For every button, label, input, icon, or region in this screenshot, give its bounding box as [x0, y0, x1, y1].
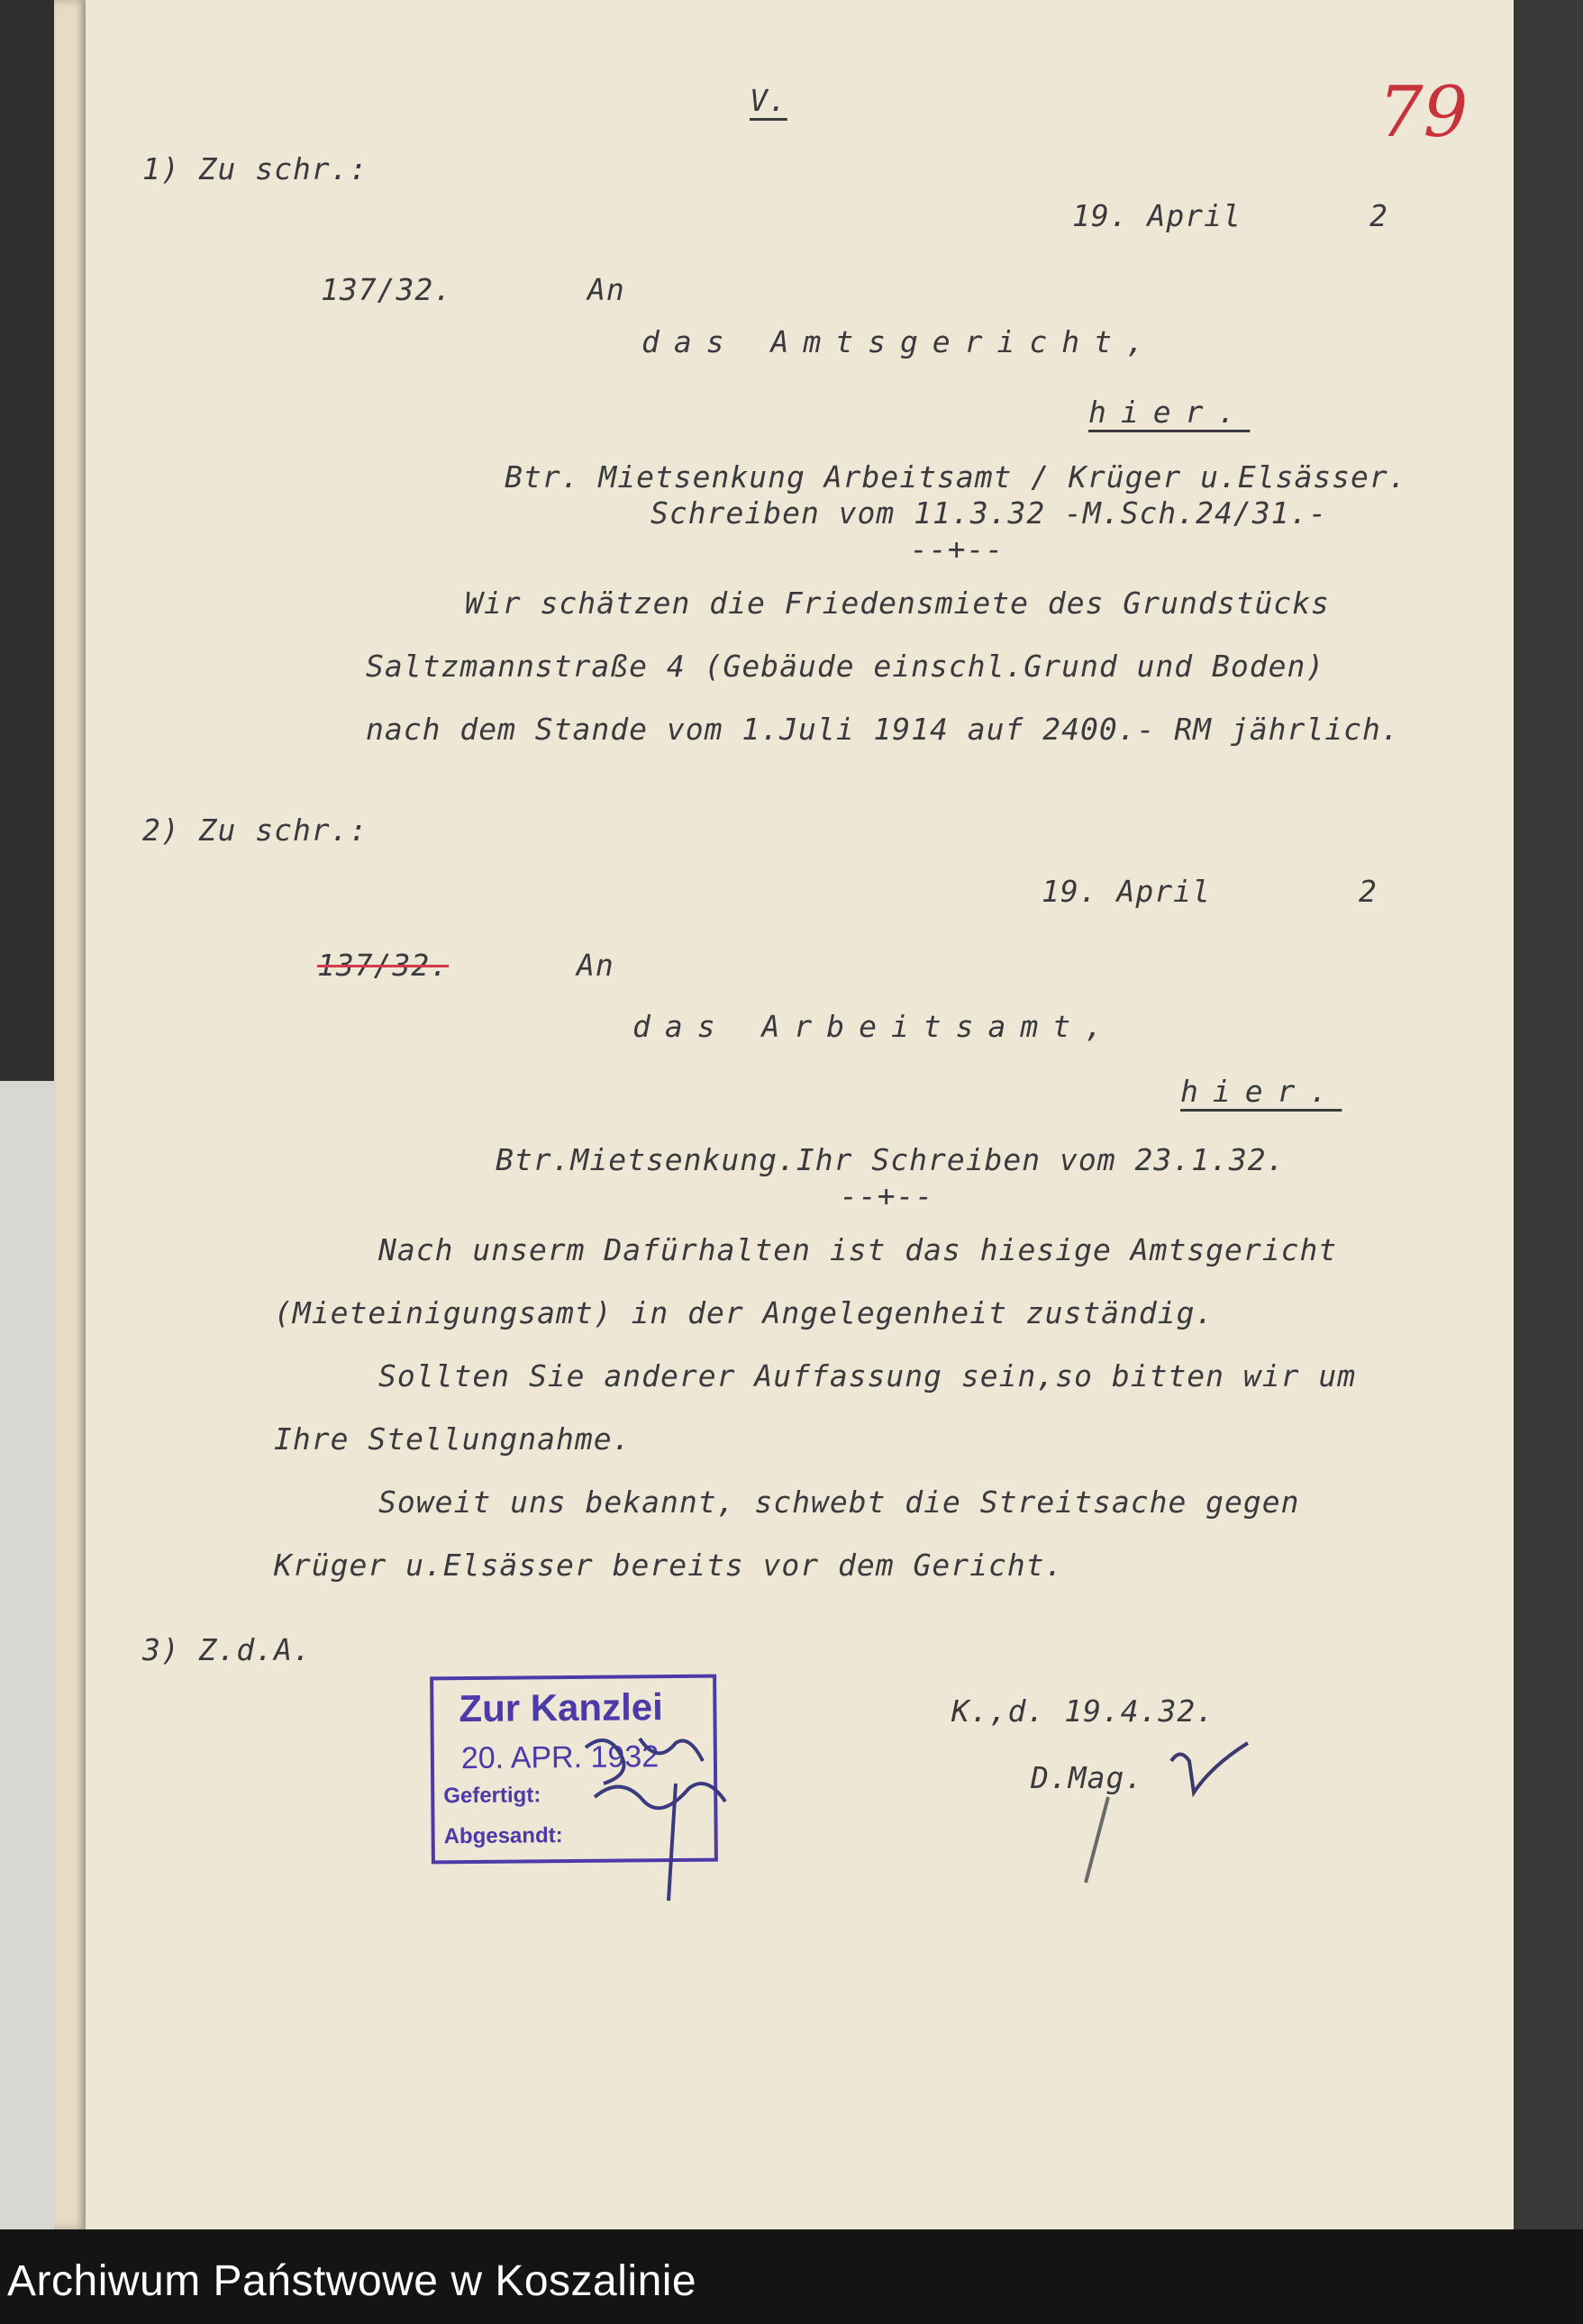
closing-place-date: K.,d. 19.4.32.	[951, 1693, 1215, 1729]
signature-mark	[1162, 1738, 1270, 1802]
item2-body-line4: Ihre Stellungnahme.	[274, 1421, 632, 1457]
item1-date: 19. April	[1072, 198, 1242, 233]
stamp-line1: Zur Kanzlei	[459, 1685, 663, 1730]
item2-label: 2) Zu schr.:	[142, 812, 368, 848]
item3-label: 3) Z.d.A.	[142, 1632, 312, 1667]
item1-body-line3: nach dem Stande vom 1.Juli 1914 auf 2400.- RM jährlich.	[366, 712, 1400, 747]
item2-separator: --+--	[840, 1178, 934, 1213]
item1-separator: --+--	[910, 531, 1005, 567]
item2-body-line3: Sollten Sie anderer Auffassung sein,so bitten wir um	[378, 1358, 1357, 1393]
stamp-abgesandt: Abgesandt:	[443, 1823, 563, 1849]
archive-name: Archiwum Państwowe w Koszalinie	[7, 2257, 697, 2305]
item2-date: 19. April	[1042, 874, 1211, 909]
stamp-date: 20. APR. 1932	[460, 1739, 660, 1776]
item1-body-line2: Saltzmannstraße 4 (Gebäude einschl.Grund und Boden)	[366, 649, 1325, 684]
stamp-handwritten-initials	[577, 1729, 757, 1919]
item2-body-line5: Soweit uns bekannt, schwebt die Streitsache gegen	[378, 1484, 1300, 1520]
item2-hier: hier.	[1180, 1074, 1342, 1109]
item1-body-line1: Wir schätzen die Friedensmiete des Grundstücks	[465, 586, 1330, 621]
item1-hier: hier.	[1088, 395, 1251, 430]
heading: V.	[750, 83, 787, 118]
item2-recipient: das Arbeitsamt,	[632, 1009, 1118, 1044]
item1-label: 1) Zu schr.:	[142, 151, 368, 186]
closing-signoff: D.Mag.	[1031, 1760, 1144, 1795]
item2-an: An	[577, 948, 614, 983]
item1-recipient: das Amtsgericht,	[641, 324, 1159, 359]
item1-ref: 137/32.	[321, 272, 453, 307]
item2-date-suffix: 2	[1359, 874, 1378, 909]
item1-subject-line2: Schreiben vom 11.3.32 -M.Sch.24/31.-	[650, 495, 1328, 531]
stamp-gefertigt: Gefertigt:	[443, 1783, 541, 1809]
folio-number-mark: 79	[1378, 72, 1469, 153]
item2-ref-struck: 137/32.	[317, 948, 450, 983]
item2-subject: Btr.Mietsenkung.Ihr Schreiben vom 23.1.32.	[496, 1142, 1286, 1177]
item2-body-line2: (Mieteinigungsamt) in der Angelegenheit zuständig.	[274, 1295, 1215, 1330]
item1-an: An	[587, 272, 625, 307]
pencil-stroke	[1072, 1793, 1126, 1892]
item2-body-line6: Krüger u.Elsässer bereits vor dem Gericht.	[274, 1548, 1064, 1583]
item1-subject-line1: Btr. Mietsenkung Arbeitsamt / Krüger u.Elsässer.	[505, 459, 1407, 495]
item2-body-line1: Nach unserm Dafürhalten ist das hiesige Amtsgericht	[378, 1232, 1338, 1267]
item1-date-suffix: 2	[1369, 198, 1388, 233]
